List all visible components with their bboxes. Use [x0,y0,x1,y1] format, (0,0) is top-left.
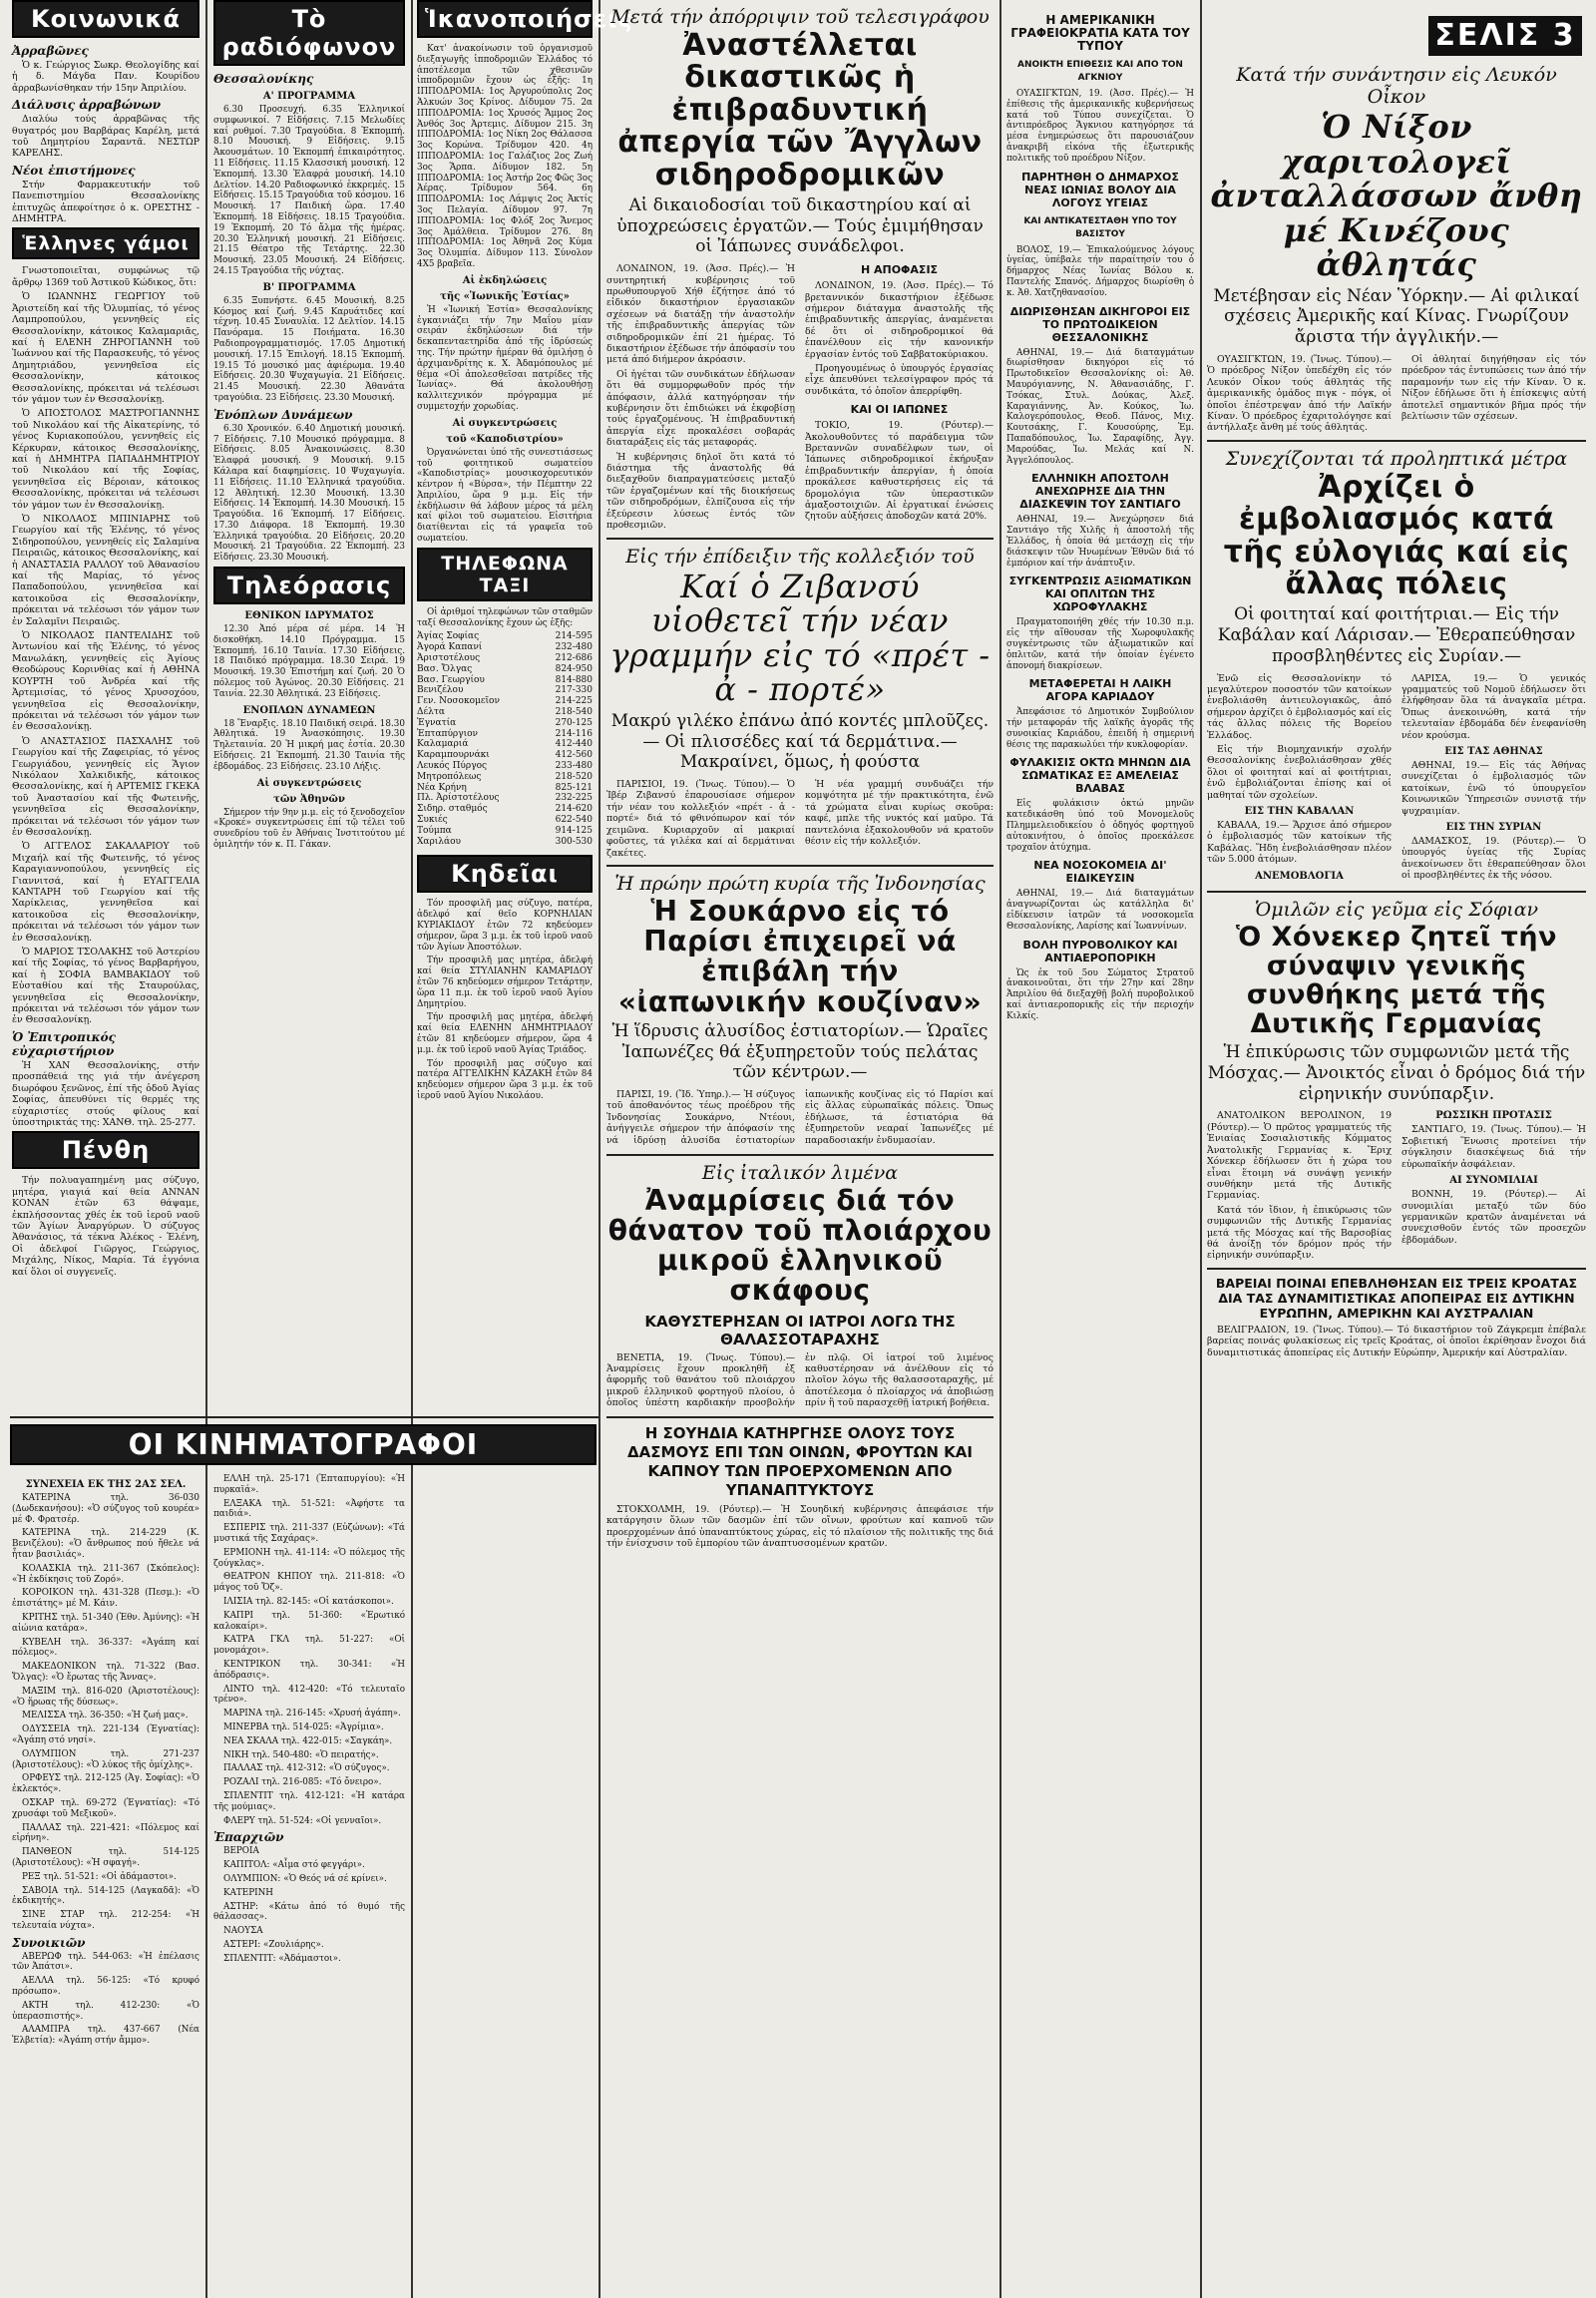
cinema-entry: ΚΕΝΤΡΙΚΟΝ τηλ. 30-341: «Ἡ ἀπόδρασις». [213,1659,405,1681]
taxi-stand-name: Χαριλάου [417,836,461,847]
sentence-head: ΦΥΛΑΚΙΣΙΣ ΟΚΤΩ ΜΗΝΩΝ ΔΙΑ ΣΩΜΑΤΙΚΑΣ ΕΞ ΑΜΕΛΕΙΑΣ ΒΛΑΒΑΣ [1009,756,1191,796]
vaccination-paragraph: Ἐνῶ εἰς Θεσσαλονίκην τό μεγαλύτερον ποσοστόν τῶν κατοίκων ἐνεβολιάσθη ἀντιευλογιακῶς, ἀπό σήμερον ἀρχίζει ὁ ἐμβολιασμός καί εἰς τάς ἄλλας πόλεις τῆς Βορείου Ἑλλάδος. [1207,672,1392,741]
taxi-stand-name: Συκιές [417,815,448,826]
taxi-stand-name: Γεν. Νοσοκομεῖον [417,696,500,707]
syria-text: ΔΑΜΑΣΚΟΣ, 19. (Ρόυτερ).— Ὁ ὑπουργός ὑγείας τῆς Συρίας ἀνεκοίνωσεν ὅτι ἐθεραπεύθησαν ὅλοι οἱ προσβληθέντες ἐκ τῆς νόσου. [1401,836,1586,882]
radio-station: Θεσσαλονίκης [213,72,314,86]
section-divider [10,1416,598,1418]
cinema-list-a [12,1474,200,2298]
banner-weddings: Ἑλληνες γάμοι [12,227,200,259]
cinema-entries [12,1493,200,1932]
taxi-phone-number: 214-595 [555,631,593,642]
section-divider [1207,1268,1586,1270]
cinema-entry: ΚΥΒΕΛΗ τηλ. 36-337: «Ἀγάπη καί πόλεμος». [12,1637,200,1659]
rail-strike-deck: Αἱ δικαιοδοσίαι τοῦ δικαστηρίου καί αἱ ὑποχρεώσεις ἐργατῶν.— Τούς ἐμιμήθησαν οἱ Ἰάπωνες συνάδελφοι. [616,194,984,257]
taxi-phone-row [417,837,593,848]
cinema-entry: ΣΑΒΟΙΑ τηλ. 514-125 (Λαγκαδᾶ): «Ὁ ἐκδικητής». [12,1885,200,1907]
column-rule [411,0,413,2298]
cinema-entry: ΟΡΦΕΥΣ τηλ. 212-125 (Ἀγ. Σοφίας): «Ὁ ἐκλεκτός». [12,1773,200,1795]
taxi-phone-row [417,815,593,826]
russian-proposal-text: ΣΑΝΤΙΑΓΟ, 19. (Ἴνως. Τύπου).— Ἡ Σοβιετική Ἕνωσις προτείνει τήν σύγκλησιν διασκέψεως διά τήν εὐρωπαϊκήν ἀσφάλειαν. [1401,1124,1586,1170]
taxi-stand-name: Τούμπα [417,825,452,836]
larisa-title: ΑΝΕΜΟΒΛΟΓΙΑ [1255,870,1344,882]
grads-title: Νέοι ἐπιστήμονες [12,163,136,178]
athens-text: ΑΘΗΝΑΙ, 19.— Εἰς τάς Ἀθήνας συνεχίζεται ὁ ἐμβολιασμός τῶν κατοίκων, ἐνῶ τό ὑπουργεῖον Κοινωνικῶν Ὑπηρεσιῶν συνιστᾷ τήν ψυχραιμίαν. [1401,759,1586,817]
cinema-entry: ΑΒΕΡΩΦ τηλ. 544-063: «Ἡ ἐπέλασις τῶν Ἀπάτσι». [12,1951,200,1973]
wedding-notice: Ὁ ΝΙΚΟΛΑΟΣ ΠΑΝΤΕΛΙΔΗΣ τοῦ Ἀντωνίου καί τῆς Ἑλένης, τό γένος Μανωλάκη, γεννηθείς εἰς Ἁγίους Θεοδώρους Κορινθίας καί ἡ ΑΘΗΝΑ ΚΟΥΡΤΗ τοῦ Ἀνδρέα καί τῆς Ἀρτεμισίας, τό γένος Χρυσοχόου, γεννηθεῖσα εἰς Θεσσαλονίκην, πρόκειται νά τελέσωσι τόν γάμον των ἐν Θεσσαλονίκῃ. [12,630,200,733]
fashion-paragraph: ΠΑΡΙΣΙΟΙ, 19. (Ἴνως. Τύπου).— Ὁ Ἰβέρ Ζιβανσύ ἐπαρουσίασε σήμερον τήν νέαν του κολλεξιόν «πρέτ - ἀ - πορτέ» διά τό φθινόπωρον καί τόν χειμῶνα. Κυριαρχοῦν αἱ μακριαί φοῦστες, τά γιλέκα καί αἱ δερμάτιναι ζακέτες. [606,779,795,859]
banner-mourning: Πένθη [12,1131,200,1169]
taxi-stand-name: Βασ. Γεωργίου [417,674,485,685]
column-social [12,0,200,1414]
taxi-phone-number: 232-225 [555,793,593,804]
hospitals-head: ΝΕΑ ΝΟΣΟΚΟΜΕΙΑ ΔΙ' ΕΙΔΙΚΕΥΣΙΝ [1033,859,1167,886]
cinema-entry: ΚΑΠΙΤΟΛ: «Αἷμα στό φεγγάρι». [223,1860,365,1871]
cinema-entry: ΟΔΥΣΣΕΙΑ τηλ. 221-134 (Ἐγνατίας): «Ἀγάπη στό νησί». [12,1724,200,1745]
phones-intro: Οἱ ἀριθμοί τηλεφώνων τῶν σταθμῶν ταξί Θεσσαλονίκης ἔχουν ὡς ἑξῆς: [417,606,593,628]
taxi-phone-number: 233-480 [555,761,593,772]
honecker-kicker: Ὁμιλῶν εἰς γεῦμα εἰς Σόφιαν [1254,898,1539,921]
cinema-entry: ΜΑΡΙΝΑ τηλ. 216-145: «Χρυσή ἀγάπη». [223,1709,401,1720]
ionian-text: Ἡ «Ἰωνική Ἑστία» Θεσσαλονίκης ἐγκαινιάζει τήν 7ην Μαΐου μίαν σειράν ἐκδηλώσεων διά τήν δεκαπενταετηρίδα ἀπό τῆς ἱδρύσεώς της. Τήν πρώτην ἡμέραν θά ὁμιλήσῃ ὁ ἀρχιμανδρίτης κ. Χ. Ἀδαμόπουλος μέ θέμα «Οἱ ἀπολεσθεῖσαι πατρίδες τῆς Ἰωνίας». Θά ἀκολουθήσῃ καλλιτεχνικόν πρόγραμμα μέ συμμετοχήν χορωδίας. [417,304,593,412]
taxi-phone-number: 270-125 [555,717,593,728]
meet-text: Ὀργανώνεται ὑπό τῆς συνεστιάσεως τοῦ φοιτητικοῦ σωματείου «Καποδιστρίας» μουσικοχορευτικόν κέντρον ἡ «Βύρσα», τήν Πέμπτην 22 Ἀπριλίου, ὥρα 9 μ.μ. Εἰς τήν ἐκδήλωσιν θά λάβουν μέρος τά μέλη καί φίλοι τοῦ σωματείου. Εἰσιτήρια διατίθενται εἰς τά γραφεῖα τοῦ σωματείου. [417,447,593,545]
cinema-entry: ΦΛΕΡΥ τηλ. 51-524: «Οἱ γενναῖοι». [223,1815,382,1826]
taxi-stand-name: Σιδηρ. σταθμός [417,804,488,815]
taxi-phone-number: 214-620 [555,804,593,815]
taxi-phone-number: 300-530 [555,836,593,847]
santiago-head: ΕΛΛΗΝΙΚΗ ΑΠΟΣΤΟΛΗ ΑΝΕΧΩΡΗΣΕ ΔΙΑ ΤΗΝ ΔΙΑΣΚΕΨΙΝ ΤΟΥ ΣΑΝΤΙΑΓΟ [1019,472,1181,512]
mayor-head: ΠΑΡΗΤΗΘΗ Ο ΔΗΜΑΡΧΟΣ ΝΕΑΣ ΙΩΝΙΑΣ ΒΟΛΟΥ ΔΙΑ ΛΟΓΟΥΣ ΥΓΕΙΑΣ [1021,170,1179,209]
events-sub: τῶν Ἀθηνῶν [273,793,345,805]
indonesia-body [606,1089,994,1148]
column-rule [999,0,1001,2298]
wedding-notice: Ὁ ΑΓΓΕΛΟΣ ΣΑΚΑΛΑΡΙΟΥ τοῦ Μιχαήλ καί τῆς Φωτεινῆς, τό γένος Καραγιαννοπούλου, γεννηθείς εἰς Γιαννιτσά, καί ἡ ΕΥΑΓΓΕΛΙΑ ΚΑΝΤΑΡΗ τοῦ Γεωργίου καί τῆς Χαρίκλειας, γεννηθεῖσα καί κατοικοῦσα εἰς Θεσσαλονίκην, πρόκειται νά τελέσωσι τόν γάμον των ἐν Θεσσαλονίκῃ. [12,841,200,944]
banner-phones: ΤΗΛΕΦΩΝΑ ΤΑΞΙ [417,548,593,601]
tv-yened-title: ΕΝΟΠΛΩΝ ΔΥΝΑΜΕΩΝ [242,704,376,716]
breakup-text: Διαλύω τούς ἀρραβῶνας τῆς θυγατρός μου Βαρβάρας Καρέλη, μετά τοῦ Δημητρίου Σαραντᾶ. ΝΕΣΤΩΡ ΚΑΡΕΛΗΣ. [12,114,200,160]
ionian-title: Αἱ ἐκδηλώσεις [462,274,548,286]
mayor-sub: ΚΑΙ ΑΝΤΙΚΑΤΕΣΤΑΘΗ ΥΠΟ ΤΟΥ ΒΑΣΙΣΤΟΥ [1023,215,1177,239]
funeral-notice: Τόν προσφιλῆ μας σύζυγο καί πατέρα ΑΓΓΕΛΙΚΗΝ ΚΑΖΑΚΗ ἐτῶν 84 κηδεύομεν σήμερον ὥρα 3 μ.μ. ἐκ τοῦ ἱεροῦ ναοῦ Ἁγίου Νικολάου. [417,1058,593,1101]
cinema-banner-wrap [10,1424,597,1468]
engagements-text: Ὁ κ. Γεώργιος Σωκρ. Θεολογίδης καί ἡ δ. Μάγδα Παν. Κουρίδου ἀρραβωνίσθηκαν τήν 15ην Ἀπριλίου. [12,60,200,94]
cinema-entries [12,1952,200,2047]
forces-title: Ἐνόπλων Δυνάμεων [213,407,353,422]
gendarmerie-head: ΣΥΓΚΕΝΤΡΩΣΙΣ ΑΞΙΩΜΑΤΙΚΩΝ ΚΑΙ ΟΠΛΙΤΩΝ ΤΗΣ ΧΩΡΟΦΥΛΑΚΗΣ [1008,574,1192,614]
fashion-paragraph: Ἡ νέα γραμμή συνδυάζει τήν κομψότητα μέ τήν πρακτικότητα, ἐνῶ τά χρώματα εἶναι κυρίως σκοῦρα: καφέ, μπλε τῆς νυκτός καί μαῦρο. Τά παντελόνια ἐξακολουθοῦν νά κρατοῦν θέσιν εἰς τήν κολλεξιόν. [805,779,994,848]
program-b-title: Β' ΠΡΟΓΡΑΜΜΑ [262,281,356,293]
cinema-entry: ΝΑΟΥΣΑ [223,1926,263,1937]
taxi-stand-name: Ἑπταπύργιον [417,728,479,739]
taxi-stand-name: Καραμπουρνάκι [417,750,490,761]
honecker-paragraph: ΑΝΑΤΟΛΙΚΟΝ ΒΕΡΟΛΙΝΟΝ, 19 (Ρόυτερ).— Ὁ πρῶτος γραμματεύς τῆς Ἑνιαίας Σοσιαλιστικῆς Κόμματος Ἀνατολικῆς Γερμανίας κ. Ἔριχ Χόνεκερ ἐδήλωσεν ὅτι ἡ χώρα του εἶναι ἕτοιμη νά συνάψῃ γενικήν συνθήκην μετά τῆς Δυτικῆς Γερμανίας. [1207,1110,1392,1202]
fashion-headline: Καί ὁ Ζιβανσύ υἱοθετεῖ τήν νέαν γραμμήν εἰς τό «πρέτ - ἀ - πορτέ» [609,567,991,709]
talks-text: ΒΟΝΝΗ, 19. (Ρόυτερ).— Αἱ συνομιλίαι μεταξύ τῶν δύο γερμανικῶν κρατῶν ἀναμένεται νά συνεχισθοῦν ἐντός τῶν προσεχῶν ἑβδομάδων. [1401,1189,1586,1246]
tv-eier-text: 12.30 Ἀπό μέρα σέ μέρα. 14 Ἡ δισκοθήκη. 14.10 Πρόγραμμα. 15 Ἐκπομπή. 16.10 Ταινία. 17.30 Εἰδήσεις. 18 Παιδικό πρόγραμμα. 18.30 Σειρά. 19 Μουσική. 19.30 Ἐπιστήμη καί ζωή. 20 Ὁ πόλεμος τοῦ Ἀγώνος. 20.30 Εἰδήσεις. 21 Ταινία. 22.30 Ἀθλητικά. 23 Εἰδήσεις. [213,624,405,699]
column-radio [213,0,405,1414]
taxi-phone-row [417,804,593,815]
cinema-entry: ΘΕΑΤΡΟΝ ΚΗΠΟΥ τηλ. 211-818: «Ὁ μάγος τοῦ Ὄζ». [213,1572,405,1594]
sentence-text: Εἰς φυλάκισιν ὀκτώ μηνῶν κατεδικάσθη ὑπό τοῦ Μονομελοῦς Πλημμελειοδικείου ὁ ὁδηγός φορτηγοῦ αὐτοκινήτου, ὁ ὁποῖος προεκάλεσε τροχαῖον ἀτύχημα. [1006,799,1194,853]
taxi-stand-name: Βασ. Ὄλγας [417,663,473,674]
nixon-paragraph: ΟΥΑΣΙΓΚΤΩΝ, 19. (Ἴνως. Τύπου).— Ὁ πρόεδρος Νίξον ὑπεδέχθη εἰς τόν Λευκόν Οἶκον τούς ἀθλητάς τῆς ἀμερικανικῆς ὁμάδος πιγκ - πόγκ, οἱ ὁποῖοι ἐπέστρεψαν ἀπό τήν Λαϊκήν Κίναν. Ὁ πρόεδρος ἐχαριτολόγησε καί ἀντήλλαξε ἄνθη μέ τούς ἀθλητάς. [1207,353,1392,434]
section-divider [1207,440,1586,442]
cinema-entry: ΣΠΛΕΝΤΙΤ: «Ἀδάμαστοι». [223,1953,341,1964]
cinema-entry: ΕΛΞΑΚΑ τηλ. 51-521: «Ἀφήστε τα παιδιά». [213,1498,405,1520]
taxi-phone-number: 214-116 [555,728,593,739]
taxi-stand-name: Λευκός Πύργος [417,761,488,772]
cinema-entry: ΟΛΥΜΠΙΟΝ τηλ. 271-237 (Ἀριστοτέλους): «Ὁ λύκος τῆς ὁμίχλης». [12,1748,200,1770]
croats-text: ΒΕΛΙΓΡΑΔΙΟΝ, 19. (Ἴνως. Τύπου).— Τό δικαστήριον τοῦ Ζάγκρεμπ ἐπέβαλε βαρείας ποινάς φυλακίσεως εἰς τρεῖς Κροάτας, οἱ ὁποῖοι ἐκρίθησαν ἔνοχοι διά δυναμιτιστικάς ἀποπείρας εἰς Δυτικήν Εὐρώπην, Ἀμερικήν καί Αὐστραλίαν. [1207,1324,1586,1358]
decision-paragraph: ΛΟΝΔΙΝΟΝ, 19. (Ἀσσ. Πρές).— Τό βρεταννικόν δικαστήριον ἐξέδωσε σήμερον διάταγμα ἀναστολῆς τῆς ἐπιβραδυντικῆς ἀπεργίας, ἀναμένεται δέ ὅτι οἱ σιδηροδρομικοί θά ἐπανέλθουν εἰς τήν κανονικήν ἐργασίαν ἐντός τοῦ Σαββατοκύριακου. [805,280,994,360]
croats-headline: ΒΑΡΕΙΑΙ ΠΟΙΝΑΙ ΕΠΕΒΛΗΘΗΣΑΝ ΕΙΣ ΤΡΕΙΣ ΚΡΟΑΤΑΣ ΔΙΑ ΤΑΣ ΔΥΝΑΜΙΤΙΣΤΙΚΑΣ ΑΠΟΠΕΙΡΑΣ ΕΙΣ ΔΥΤΙΚΗΝ ΕΥΡΩΠΗΝ, ΑΜΕΡΙΚΗΝ ΚΑΙ ΑΥΣΤΡΑΛΙΑΝ [1215,1275,1578,1321]
taxi-phone-row [417,642,593,653]
cinema-entries [213,1846,405,1964]
taxi-phone-number: 218-520 [555,771,593,782]
taxi-phone-row [417,631,593,642]
indonesia-headline: Ἡ Σουκάρνο εἰς τό Παρίσι ἐπιχειρεῖ νά ἐπιβάλη τήν «ἰαπωνικήν κουζίναν» [617,894,983,1018]
section-divider [606,1154,994,1156]
funeral-notice: Τόν προσφιλῆ μας σύζυγο, πατέρα, ἀδελφό καί θεῖο ΚΟΡΝΗΛΙΑΝ ΚΥΡΙΑΚΙΔΟΥ ἐτῶν 72 κηδεύομεν σήμερον, ὥρα 3 μ.μ. ἐκ τοῦ ἱεροῦ ναοῦ τῶν Ἁγίων Ἀποστόλων. [417,899,593,953]
meet-title: Αἱ συγκεντρώσεις [452,417,558,429]
ionian-sub: τῆς «Ἰωνικῆς Ἑστίας» [440,290,570,302]
indonesia-deck: Ἡ ἵδρυσις ἁλυσίδος ἑστιατορίων.— Ὡραῖες Ἰαπωνέζες θά ἐξυπηρετοῦν τούς πελάτας τῶν κέντρων.— [611,1020,989,1083]
taxi-phone-number: 622-540 [555,815,593,826]
cinema-entry: ΟΣΚΑΡ τηλ. 69-272 (Ἐγνατίας): «Τό χρυσάφι τοῦ Μεξικοῦ». [12,1797,200,1819]
vaccination-body [1207,673,1586,885]
taxi-phone-number: 217-330 [555,685,593,696]
rail-strike-body [606,263,994,532]
artillery-text: Ὡς ἐκ τοῦ 5ου Σώματος Στρατοῦ ἀνακοινοῦται, ὅτι τήν 27ην καί 28ην Ἀπριλίου θά διεξαχθῇ βολή πυροβολικοῦ καί ἀντιαεροπορικῆς εἰς τήν περιοχήν Κιλκίς. [1006,967,1194,1021]
santiago-text: ΑΘΗΝΑΙ, 19.— Ἀνεχώρησεν διά Σαντιάγο τῆς Χιλῆς ἡ ἀποστολή τῆς Ἑλλάδος, ἡ ὁποία θά μετάσχῃ εἰς τήν διάσκεψιν τῶν Ἡνωμένων Ἐθνῶν διά τό ἐμπόριον καί τήν ἀνάπτυξιν. [1006,515,1194,569]
cinema-entry: ΣΠΛΕΝΤΙΤ τηλ. 412-121: «Ἡ κατάρα τῆς μούμιας». [213,1790,405,1812]
cinema-section-a: ΣΥΝΕΧΕΙΑ ΕΚ ΤΗΣ 2ΑΣ ΣΕΛ. [25,1479,187,1490]
nixon-kicker: Κατά τήν συνάντησιν εἰς Λευκόν Οἶκον [1236,64,1557,108]
italy-text: ΒΕΝΕΤΙΑ, 19. (Ἴνως. Τύπου).— Ἀναμρίσεις ἔχουν προκληθῆ ἐξ ἀφορμῆς τοῦ θανάτου τοῦ πλοιάρχου μικροῦ ἑλληνικοῦ φορτηγοῦ πλοίου, ὁ ὁποῖος ὑπέστη καρδιακήν προσβολήν ἐν πλῷ. Οἱ ἰατροί τοῦ λιμένος καθυστέρησαν νά ἀνέλθουν εἰς τό πλοῖον λόγω τῆς θαλασσοταραχῆς, μέ ἀποτέλεσμα ὁ πλοίαρχος νά ἀποβιώσῃ πρίν ἢ τοῦ παρασχεθῇ ἰατρική βοήθεια. [606,1351,994,1409]
banner-social: Κοινωνικά [12,0,200,38]
market-text: Ἀπεφάσισε τό Δημοτικόν Συμβούλιον τήν μεταφοράν τῆς λαϊκῆς ἀγορᾶς τῆς συνοικίας Καριάδου, ἐπειδή ἡ σημερινή θέσις της παρακωλύει τήν κυκλοφορίαν. [1006,707,1194,750]
market-head: ΜΕΤΑΦΕΡΕΤΑΙ Η ΛΑΙΚΗ ΑΓΟΡΑ ΚΑΡΙΑΔΟΥ [1028,677,1172,704]
cinema-entry: ΚΟΛΑΣΚΙΑ τηλ. 211-367 (Σκόπελος): «Ἡ ἐκδίκησις τοῦ Ζορό». [12,1563,200,1585]
cinema-section-c: Ἐπαρχιῶν [213,1830,284,1845]
cinema-entry: ΠΑΛΛΑΣ τηλ. 221-421: «Πόλεμος καί εἰρήνη». [12,1822,200,1844]
talks-title: ΑΙ ΣΥΝΟΜΙΛΙΑΙ [1449,1175,1538,1187]
fashion-body [606,779,994,859]
russian-proposal-title: ΡΩΣΣΙΚΗ ΠΡΟΤΑΣΙΣ [1435,1110,1552,1122]
cinema-entry: ΑΣΤΗΡ: «Κάτω ἀπό τό θυμό τῆς θάλασσας». [213,1901,405,1923]
taxi-stand-name: Καλαμαριά [417,739,469,750]
artillery-head: ΒΟΛΗ ΠΥΡΟΒΟΛΙΚΟΥ ΚΑΙ ΑΝΤΙΑΕΡΟΠΟΡΙΚΗ [1022,938,1178,964]
forces-text: 6.30 Χρονικόν. 6.40 Δημοτική μουσική. 7 Εἰδήσεις. 7.10 Μουσικό πρόγραμμα. 8 Εἰδήσεις. 8.05 Ἀνακοινώσεις. 8.30 Ἐλαφρά μουσική. 9 Μουσική. 9.15 Κάλαρα καί διαφημίσεις. 10 Ψυχαγωγία. 11 Εἰδήσεις. 11.10 Ἑλληνικά τραγούδια. 12 Ἀθλητική. 12.30 Μουσική. 13.30 Εἰδήσεις. 14 Ἐκπομπή. 14.30 Μουσική. 15 Τραγούδια. 16 Ἐκπομπή. 17 Εἰδήσεις. 17.30 Διάφορα. 18 Ἐκπομπή. 19.30 Ἑλληνικά τραγούδια. 20 Εἰδήσεις. 20.20 Μουσική. 21 Τραγούδια. 22 Ἐκπομπή. 23 Εἰδήσεις. 23.30 Μουσική. [213,423,405,564]
program-a-title: Α' ΠΡΟΓΡΑΜΜΑ [262,91,356,102]
honecker-headline: Ὁ Χόνεκερ ζητεῖ τήν σύναψιν γενικῆς συνθήκης μετά τῆς Δυτικῆς Γερμανίας [1235,921,1558,1040]
taxi-stand-name: Νέα Κρήνη [417,782,467,793]
taxi-stand-name: Βενιζέλου [417,685,464,696]
nixon-headline: Ὁ Νίξον χαριτολογεῖ ἀνταλλάσσων ἄνθη μέ Κινέζους ἀθλητάς [1210,108,1583,284]
thanks-text: Ἡ ΧΑΝ Θεσσαλονίκης, στήν προσπάθειά της γιά τήν ἀνέγερση διωρόφου ξενῶνος, ἐπί τῆς ὁδοῦ Ἀγίας Σοφίας, ἀπευθύνει τίς θερμές της εὐχαριστίες στούς φίλους καί ὑποστηρικτάς της: ΧΑΝΘ. τηλ. 25-277. [12,1059,200,1128]
vaccination-paragraph: Εἰς τήν Βιομηχανικήν σχολήν Θεσσαλονίκης ἐνεβολιάσθησαν χθές ὅλοι οἱ φοιτηταί καί αἱ φοιτήτριαι, ἐνῶ ἐμβολιάζονται ἐπίσης καί οἱ μαθηταί τῶν σχολείων. [1207,743,1392,801]
taxi-stand-name: Ἁγίας Σοφίας [417,631,480,642]
cinema-entry: ΡΟΖΑΛΙ τηλ. 216-085: «Τό ὄνειρο». [223,1777,382,1788]
program-a-text: 6.30 Προσευχή. 6.35 Ἑλληνικοί συμφωνικοί. 7 Εἰδήσεις. 7.15 Μελωδίες καί ρυθμοί. 7.30 Τραγούδια. 8 Ἐκπομπή. 8.10 Μουσική. 9 Εἰδήσεις. 9.15 Ἀκουσμάτων. 10 Ἐκπομπή ἐπικαιρότητος. 11 Εἰδήσεις. 11.15 Κλασσική μουσική. 12 Ἐκπομπή. 13.30 Ἐλαφρά μουσική. 14.10 Δελτίον. 14.20 Ραδιοφωνικό ἐκκρεμές. 15 Εἰδήσεις. 15.15 Τραγούδια τοῦ κόσμου. 16 Μουσική. 17 Παιδική ὥρα. 17.40 Ἐκπομπή. 18 Εἰδήσεις. 18.15 Τραγούδια. 19 Ἐκπομπή. 20 Τό ἄλμα τῆς ἡμέρας. 20.30 Ἑλληνική μουσική. 21 Εἰδήσεις. 21.15 Θέατρο τῆς Τετάρτης. 22.30 Μουσική. 23.05 Μουσική. 24 Εἰδήσεις. 24.15 Τραγούδια τῆς νύχτας. [213,105,405,276]
taxi-phone-row [417,707,593,718]
cinema-entry: ΜΕΛΙΣΣΑ τηλ. 36-350: «Ἡ ζωή μας». [22,1711,189,1722]
cinema-entry: ΑΣΤΕΡΙ: «Ζουλιάρης». [223,1939,324,1950]
breakup-title: Διάλυσις ἀρραβώνων [12,98,162,113]
rail-strike-paragraph: ΛΟΝΔΙΝΟΝ, 19. (Ἀσσ. Πρές).— Ἡ συντηρητική κυβέρνησις τοῦ πρωθυπουργοῦ Χήθ ἐζήτησε ἀπό τό εἰδικόν δικαστήριον ἐργασιακῶν σχέσεων νά διατάξῃ τήν ἀναστολήν τῆς ἐπιβραδυντικῆς ἀπεργίας τῶν σιδηροδρομικῶν ἐπί 21 ἡμέρας. Τό δικαστήριον ἐξέδωσε τήν ἀπόφασίν του μετά ἀπό διήμερον ἀκρόασιν. [606,263,796,366]
cinema-entry: ΙΛΙΣΙΑ τηλ. 82-145: «Οἱ κατάσκοποι». [223,1596,394,1607]
phones-list [417,631,593,847]
column-races [417,0,633,1414]
taxi-phone-number: 412-560 [555,750,593,761]
taxi-phone-row [417,718,593,729]
rail-strike-headline: Ἀναστέλλεται δικαστικῶς ἡ ἐπιβραδυντική ἀπεργία τῶν Ἄγγλων σιδηροδρομικῶν [617,28,983,192]
taxi-stand-name: Ἀριστοτέλους [417,653,481,664]
column-rule [1200,0,1202,2298]
decision-paragraph: Προηγουμένως ὁ ὑπουργός ἐργασίας εἶχε ἀπευθύνει τελεσίγραφον πρός τά συνδικάτα, τό ὁποῖον ἀπερρίφθη. [805,363,994,397]
banner-tv: Τηλεόρασις [213,567,405,604]
tv-yened-text: 18 Ἔναρξις. 18.10 Παιδική σειρά. 18.30 Ἀθλητικά. 19 Ἀνασκόπησις. 19.30 Τηλεταινία. 20 Ἡ μικρή μας ἑστία. 20.30 Εἰδήσεις. 21 Ἐκπομπή. 21.30 Ταινία τῆς ἑβδομάδος. 23 Εἰδήσεις. 23.10 Λήξις. [213,718,405,772]
weddings-intro: Γνωστοποιεῖται, συμφώνως τῷ ἄρθρῳ 1369 τοῦ Ἀστικοῦ Κώδικος, ὅτι: [12,265,200,288]
larisa-text: ΛΑΡΙΣΑ, 19.— Ὁ γενικός γραμματεύς τοῦ Νομοῦ ἐδήλωσεν ὅτι ἐλήφθησαν ὅλα τά ἀναγκαῖα μέτρα. Ὅπως ἀνεκοινώθη, κατά τήν τελευταίαν ἑβδομάδα δέν ἐνεφανίσθη νέον κρούσμα. [1401,672,1586,741]
cinema-section-b: Συνοικιῶν [12,1935,86,1950]
cinema-entry: ΠΑΝΘΕΟΝ τηλ. 514-125 (Ἀριστοτέλους): «Ἡ σφαγή». [12,1847,200,1868]
kavala-title: ΕΙΣ ΤΗΝ ΚΑΒΑΛΑΝ [1244,806,1355,818]
taxi-phone-row [417,826,593,837]
wedding-notice: Ὁ ΝΙΚΟΛΑΟΣ ΜΠΙΝΙΑΡΗΣ τοῦ Γεωργίου καί τῆς Ἑλένης, τό γένος Σιδηροπούλου, γεννηθείς εἰς Σαλαμίνα Πειραιῶς, κάτοικος Θεσσαλονίκης, καί ἡ ΑΝΑΣΤΑΣΙΑ ΡΑΛΛΟΥ τοῦ Ἀθανασίου καί τῆς Μαρίας, τό γένος Παπαδοπούλου, γεννηθεῖσα καί κατοικοῦσα εἰς Θεσσαλονίκην, πρόκειται νά τελέσωσι τόν γάμον των ἐν Σαλαμῖνι Πειραιῶς. [12,514,200,627]
bureaucracy-subhead: ΑΝΟΙΚΤΗ ΕΠΙΘΕΣΙΣ ΚΑΙ ΑΠΟ ΤΟΝ ΑΓΚΝΙΟΥ [1017,60,1183,83]
wedding-notice: Ὁ ΜΑΡΙΟΣ ΤΣΟΛΑΚΗΣ τοῦ Ἀστερίου καί τῆς Σοφίας, τό γένος Βαρβαρήγου, καί ἡ ΣΟΦΙΑ ΒΑΜΒΑΚΙΔΟΥ τοῦ Εὐσταθίου καί τῆς Σταυρούλας, γεννηθεῖσα εἰς Θεσσαλονίκην, πρόκειται νά τελέσωσι τόν γάμον των ἐν Θεσσαλονίκῃ. [12,947,200,1026]
taxi-phone-number: 232-480 [555,642,593,653]
cinema-entry: ΚΑΠΡΙ τηλ. 51-360: «Ἐρωτικό καλοκαίρι». [213,1610,405,1632]
taxi-phone-row [417,739,593,750]
taxi-phone-number: 212-686 [555,653,593,664]
banner-cinema: ΟΙ ΚΙΝΗΜΑΤΟΓΡΑΦΟΙ [10,1424,597,1465]
cinema-entry: ΕΣΠΕΡΙΣ τηλ. 211-337 (Εὐζώνων): «Τά μυστικά τῆς Σαχάρας». [213,1523,405,1544]
taxi-phone-number: 824-950 [555,663,593,674]
hospitals-text: ΑΘΗΝΑΙ, 19.— Διά διαταγμάτων ἀναγνωρίζονται ὡς κατάλληλα δι' εἰδίκευσιν ἰατρῶν τά νοσοκομεῖα Θεσσαλονίκης, Λαρίσης καί Ἰωαννίνων. [1006,889,1194,932]
taxi-stand-name: Πλ. Ἀρίστοτέλους [417,793,500,804]
taxi-phone-row [417,772,593,783]
cinema-entry: ΚΑΤΡΑ ΓΚΛ τηλ. 51-227: «Οἱ μονομάχοι». [213,1635,405,1657]
events-text: Σήμερον τήν 9ην μ.μ. εἰς τό ξενοδοχεῖον «Κροκέ» συγκεντρώσεις ἐπί τῷ τέλει τοῦ συνεδρίου τοῦ ἐν Ἀθήναις Ἰνστιτούτου μέ ὁμιλητήν τόν κ. Π. Γάκαν. [213,807,405,851]
taxi-phone-row [417,685,593,696]
vaccination-kicker: Συνεχίζονται τά προληπτικά μέτρα [1225,447,1568,470]
rail-strike-paragraph: Ἡ κυβέρνησις δηλοῖ ὅτι κατά τό διάστημα τῆς ἀναστολῆς θά διεξαχθοῦν διαπραγματεύσεις μεταξύ τῶν ἐργαζομένων καί τῆς διοικήσεως τῶν σιδηροδρόμων, ἐλπίζουσα εἰς τήν ἐξεύρεσιν λύσεως ἐντός τῶν προθεσμιῶν. [606,451,795,532]
japan-title: ΚΑΙ ΟΙ ΙΑΠΩΝΕΣ [850,403,949,417]
events-title: Αἱ συγκεντρώσεις [256,777,362,789]
cinema-entry: ΚΑΤΕΡΙΝΑ τηλ. 214-229 (Κ. Βενιζέλου): «Ὁ ἄνθρωπος πού ἤθελε νά ἦταν βασιλιάς». [12,1528,200,1560]
taxi-phone-row [417,729,593,740]
races-text: Κατ' ἀνακοίνωσιν τοῦ ὀργανισμοῦ διεξαγωγῆς ἱπποδρομιῶν Ἑλλάδος τό ἀποτέλεσμα τῶν χθεσινῶν ἱπποδρομιῶν ἔχουν ὡς ἑξῆς: 1η ΙΠΠΟΔΡΟΜΙΑ: 1ος Ἀργυρούπολις 2ος Ἀλκυών 3ος Κρίνος. Δίδυμον 75. 2α ΙΠΠΟΔΡΟΜΙΑ: 1ος Χρυσός Ἄμμος 2ος Ἀνθός 3ος Ἀρτεμις. Δίδυμον 215. 3η ΙΠΠΟΔΡΟΜΙΑ: 1ος Νίκη 2ος Θάλασσα 3ος Κορώνα. Τρίδυμον 420. 4η ΙΠΠΟΔΡΟΜΙΑ: 1ος Γαλάζιος 2ος Ζωή 3ος Ἅρπα. Δίδυμον 182. 5η ΙΠΠΟΔΡΟΜΙΑ: 1ος Ἀστήρ 2ος Φῶς 3ος Ἀέρας. Τρίδυμον 564. 6η ΙΠΠΟΔΡΟΜΙΑ: 1ος Λάμψις 2ος Ἀκτίς 3ος Πελαγία. Δίδυμον 97. 7η ΙΠΠΟΔΡΟΜΙΑ: 1ος Φλόξ 2ος Ἄνεμος 3ος Ἀμάλθεια. Τρίδυμον 276. 8η ΙΠΠΟΔΡΟΜΙΑ: 1ος Ἀθηνᾶ 2ος Κύμα 3ος Ὀλυμπία. Δίδυμον 113. Σύνολον 4Χ5 βραβεῖα. [417,44,593,269]
vaccination-deck: Οἱ φοιτηταί καί φοιτήτριαι.— Εἰς τήν Καβάλαν καί Λάρισαν.— Ἐθεραπεύθησαν προσβληθέντες εἰς Συρίαν.— [1217,604,1576,666]
cinema-entry: ΝΕΑ ΣΚΑΛΑ τηλ. 422-015: «Σαγκάη». [223,1735,393,1746]
lawyers-text: ΑΘΗΝΑΙ, 19.— Διά διαταγμάτων διωρίσθησαν δικηγόροι εἰς τό Πρωτοδικεῖον Θεσσαλονίκης οἱ: Ἀθ. Μαυρόγιαννης, Ν. Ἀθανασιάδης, Γ. Τσόκας, Στυλ. Δούκας, Ἀλεξ. Καραγιάννης, Ἀν. Κούκος, Ἰω. Καλογερόπουλος, Θεοδ. Πάνος, Μιχ. Κουτσάκης, Γ. Κουσούρης, Ἐμ. Παπαδόπουλος, Ἰω. Σαραφίδης, Ἀγγ. Μαρούδας, Ἰω. Μελάς καί Ν. Ἀγγελόπουλος. [1006,347,1194,466]
syria-title: ΕΙΣ ΤΗΝ ΣΥΡΙΑΝ [1445,822,1542,834]
section-divider [606,538,994,540]
rail-strike-kicker: Μετά τήν ἀπόρριψιν τοῦ τελεσιγράφου [610,6,990,28]
banner-races: Ἱκανοποιήσεις [417,0,593,38]
taxi-phone-row [417,696,593,707]
column-right [1207,62,1586,2298]
section-divider [606,865,994,867]
italy-deck: ΚΑΘΥΣΤΕΡΗΣΑΝ ΟΙ ΙΑΤΡΟΙ ΛΟΓΩ ΤΗΣ ΘΑΛΑΣΣΟΤΑΡΑΧΗΣ [644,1312,956,1348]
cinema-entry: ΚΑΤΕΡΙΝΑ τηλ. 36-030 (Δωδεκανήσου): «Ὁ σύζυγος τοῦ κουρέα» μέ Φ. Φρατσέρ. [12,1493,200,1525]
taxi-stand-name: Μητροπόλεως [417,771,482,782]
wedding-notice: Ὁ ΑΝΑΣΤΑΣΙΟΣ ΠΑΣΧΑΛΗΣ τοῦ Γεωργίου καί τῆς Ζαφειρίας, τό γένος Γεωργιάδου, γεννηθείς εἰς Ἅγιον Νικόλαον Χαλκιδικῆς, κάτοικος Θεσσαλονίκης, καί ἡ ΑΡΤΕΜΙΣ ΓΚΕΚΑ τοῦ Ἀναστασίου καί τῆς Φωτεινῆς, γεννηθεῖσα εἰς Θεσσαλονίκην, πρόκειται νά τελέσωσι τόν γάμον των ἐν Θεσσαλονίκῃ. [12,735,200,838]
taxi-phone-row [417,750,593,761]
column-center [606,0,994,2298]
taxi-phone-row [417,783,593,794]
cinema-entry: ΜΑΚΕΔΟΝΙΚΟΝ τηλ. 71-322 (Βασ. Ὄλγας): «Ὁ ἔρωτας τῆς Ἄννας». [12,1662,200,1683]
cinema-entry: ΑΛΑΜΠΡΑ τηλ. 437-667 (Νέα Ἐλβετία): «Ἀγάπη στήν ἄμμο». [12,2025,200,2047]
column-rule [205,0,207,2298]
wedding-notice: Ὁ ΙΩΑΝΝΗΣ ΓΕΩΡΓΙΟΥ τοῦ Ἀριστείδη καί τῆς Ὀλυμπίας, τό γένος Λαμπροπούλου, γεννηθείς εἰς Θεσσαλονίκην, κάτοικος Καλαμαριᾶς, καί ἡ ΕΛΕΝΗ ΖΗΡΟΓΙΑΝΝΗ τοῦ Ἰωάννου καί τῆς Παρασκευῆς, τό γένος Δημητριάδου, γεννηθεῖσα εἰς Θεσσαλονίκην, κάτοικος Θεσσαλονίκης, πρόκειται νά τελέσωσι τόν γάμον των ἐν Θεσσαλονίκῃ. [12,291,200,405]
indonesia-kicker: Ἡ πρώην πρώτη κυρία τῆς Ἰνδονησίας [614,872,986,895]
nixon-paragraph: Οἱ ἀθληταί διηγήθησαν εἰς τόν πρόεδρον τάς ἐντυπώσεις των ἀπό τήν παραμονήν των εἰς τήν Κίναν. Ὁ κ. Νίξον ἐδήλωσε ὅτι ἡ ἐπίσκεψις αὐτή ἀποτελεῖ σημαντικόν βῆμα πρός τήν βελτίωσιν τῶν σχέσεων. [1401,353,1586,422]
sweden-text: ΣΤΟΚΧΟΛΜΗ, 19. (Ρόυτερ).— Ἡ Σουηδική κυβέρνησις ἀπεφάσισε τήν κατάργησιν ὅλων τῶν δασμῶν ἐπί τῶν οἴνων, φρούτων καί καπνοῦ τῶν προερχομένων ἀπό ὑπαναπτύκτους χώρας, εἰς τό πλαίσιον τῆς πολιτικῆς της διά τήν ἐνίσχυσιν τοῦ ἐμπορίου τῶν ἀναπτυσσομένων κρατῶν. [606,1504,994,1550]
taxi-phone-number: 914-125 [555,825,593,836]
rail-strike-paragraph: Οἱ ἡγέται τῶν συνδικάτων ἐδήλωσαν ὅτι θά συμμορφωθοῦν πρός τήν ἀπόφασιν, ἀλλά κατηγόρησαν τήν κυβέρνησιν ὅτι ἐπιδιώκει νά ἐκφοβίσῃ τούς ἐργαζομένους. Ἡ ἐπιβραδυντική ἀπεργία εἶχε προκαλέσει σοβαράς διαταράξεις εἰς τάς μεταφοράς. [606,368,795,449]
cinema-entry: ΠΑΛΛΑΣ τηλ. 412-312: «Ὁ σύζυγος». [223,1763,390,1774]
page-number-logo: ΣΕΛΙΣ 3 [1428,16,1582,56]
thanks-title: Ὁ Ἐπιτροπικός εὐχαριστήριον [12,1029,116,1058]
cinema-entry: ΚΑΤΕΡΙΝΗ [223,1887,273,1898]
cinema-entries [213,1474,405,1826]
taxi-phone-row [417,675,593,686]
banner-funeral: Κηδεῖαι [417,855,593,893]
taxi-stand-name: Ἀγορά Καπανί [417,642,483,653]
funeral-notice: Τήν προσφιλῆ μας μητέρα, ἀδελφή καί θεία ΕΛΕΝΗΝ ΔΗΜΗΤΡΙΑΔΟΥ ἐτῶν 81 κηδεύομεν σήμερον, ὥρα 4 μ.μ. ἐκ τοῦ ἱεροῦ ναοῦ Ἁγίας Τριάδος. [417,1012,593,1055]
honecker-body [1207,1110,1586,1261]
bureaucracy-text: ΟΥΑΣΙΓΚΤΩΝ, 19. (Ἀσσ. Πρές).— Ἡ ἐπίθεσις τῆς ἀμερικανικῆς κυβερνήσεως κατά τοῦ Τύπου συνεχίζεται. Ὁ ἀντιπρόεδρος Ἄγκνιου κατηγόρησε τά μέσα ἐνημερώσεως ὅτι παρουσιάζουν ἀνακριβῆ εἰκόνα τῆς ἐξωτερικῆς πολιτικῆς τοῦ προέδρου Νίξον. [1006,89,1194,164]
italy-kicker: Εἰς ἰταλικόν λιμένα [701,1161,899,1184]
taxi-phone-number: 214-225 [555,696,593,707]
cinema-entry: ΛΙΝΤΟ τηλ. 412-420: «Τό τελευταῖο τρένο». [213,1684,405,1706]
banner-radio: Τὸ ραδιόφωνον [213,0,405,66]
japan-text: ΤΟΚΙΟ, 19. (Ρόυτερ).— Ἀκολουθοῦντες τό παράδειγμα τῶν Βρεταννῶν συναδέλφων των, οἱ Ἰάπωνες σιδηροδρομικοί ἐκήρυξαν ἐπιβραδυντικήν ἀπεργίαν, ἡ ὁποία προκάλεσε καθυστερήσεις εἰς τά δρομολόγια τῶν ὑπεραστικῶν ἀμαξοστοιχιῶν. Αἱ ἐργατικαί ἑνώσεις ζητοῦν αὐξήσεις ἀποδοχῶν κατά 20%. [805,420,994,523]
section-divider [606,1416,994,1418]
wedding-notice: Ὁ ΑΠΟΣΤΟΛΟΣ ΜΑΣΤΡΟΓΙΑΝΝΗΣ τοῦ Νικολάου καί τῆς Αἰκατερίνης, τό γένος Κυριακοπούλου, γεννηθείς εἰς Κέρκυραν, κάτοικος Θεσσαλονίκης, καί ἡ ΔΗΜΗΤΡΑ ΠΑΠΑΔΗΜΗΤΡΙΟΥ τοῦ Νικολάου καί τῆς Σοφίας, γεννηθεῖσα εἰς Βέροιαν, κάτοικος Θεσσαλονίκης, πρόκειται νά τελέσωσι τόν γάμον των ἐν Θεσσαλονίκῃ. [12,408,200,511]
cinema-entry: ΜΙΝΕΡΒΑ τηλ. 514-025: «Ἀγρίμια». [223,1722,384,1732]
cinema-entry: ΑΚΤΗ τηλ. 412-230: «Ὁ ὑπερασπιστής». [12,2000,200,2022]
vaccination-headline: Ἀρχίζει ὁ ἐμβολιασμός κατά τῆς εὐλογιάς καί εἰς ἄλλας πόλεις [1223,469,1570,601]
italy-body [606,1352,994,1411]
nixon-body [1207,354,1586,434]
tv-eier-title: ΕΘΝΙΚΟΝ ΙΔΡΥΜΑΤΟΣ [244,610,374,622]
cinema-entry: ΕΛΛΗ τηλ. 25-171 (Ἐπταπυργίου): «Ἡ πυρκαϊά». [213,1474,405,1495]
sweden-headline: Η ΣΟΥΗΔΙΑ ΚΑΤΗΡΓΗΣΕ ΟΛΟΥΣ ΤΟΥΣ ΔΑΣΜΟΥΣ ΕΠΙ ΤΩΝ ΟΙΝΩΝ, ΦΡΟΥΤΩΝ ΚΑΙ ΚΑΠΝΟΥ ΤΩΝ ΠΡΟΕΡΧΟΜΕΝΩΝ ΑΠΟ ΥΠΑΝΑΠΤΥΚΤΟΥΣ [627,1424,973,1500]
italy-headline: Ἀναμρίσεις διά τόν θάνατον τοῦ πλοιάρχου μικροῦ ἑλληνικοῦ σκάφους [607,1183,993,1308]
decision-title: Η ΑΠΟΦΑΣΙΣ [860,263,939,277]
cinema-entry: ΜΑΞΙΜ τηλ. 816-020 (Ἀριστοτέλους): «Ὁ ἥρωας τῆς δύσεως». [12,1686,200,1708]
meet-sub: τοῦ «Καποδιστρίου» [446,433,564,445]
taxi-phone-row [417,793,593,804]
grads-text: Στήν Φαρμακευτικήν τοῦ Πανεπιστημίου Θεσσαλονίκης ἐπιτυχῶς ἀπεφοίτησε ὁ κ. ΟΡΕΣΤΗΣ - ΔΗΜΗΤΡΑ. [12,179,200,225]
taxi-phone-number: 825-121 [555,782,593,793]
nixon-deck: Μετέβησαν εἰς Νέαν Ὑόρκην.— Αἱ φιλικαί σχέσεις Ἀμερικῆς καί Κίνας. Γνωρίζουν ἄριστα τήν ἀγγλικήν.— [1213,285,1580,348]
funeral-notice: Τήν προσφιλῆ μας μητέρα, ἀδελφή καί θεία ΣΤΥΛΙΑΝΗΝ ΚΑΜΑΡΙΔΟΥ ἐτῶν 76 κηδεύομεν σήμερον Τετάρτην, ὥρα 11 π.μ. ἐκ τοῦ ἱεροῦ ναοῦ Ἁγίου Δημητρίου. [417,956,593,1009]
gendarmerie-text: Πραγματοποιήθη χθές τήν 10.30 π.μ. εἰς τήν αἴθουσαν τῆς Χωροφυλακῆς συγκέντρωσις τῶν ἀξιωματικῶν καί ὁπλιτῶν, κατά τήν ὁποίαν ἐγένετο ἀπονομή διακρίσεων. [1006,617,1194,671]
cinema-entry: ΟΛΥΜΠΙΟΝ: «Ὁ Θεός νά σέ κρίνει». [223,1873,387,1884]
indonesia-text: ΠΑΡΙΣΙ, 19. (Ἴδ. Ὑπηρ.).— Ἡ σύζυγος τοῦ ἀποθανόντος τέως προέδρου τῆς Ἰνδονησίας Σουκάρνο, Ντέουι, ἀνήγγειλε σήμερον τήν ἀπόφασίν της νά ἱδρύσῃ ἁλυσίδα ἑστιατορίων ἰαπωνικῆς κουζίνας εἰς τό Παρίσι καί εἰς ἄλλας εὐρωπαϊκάς πόλεις. Ὅπως ἐδήλωσε, τά ἑστιατόρια θά ἐξυπηρετοῦν νεαραί Ἰαπωνέζες μέ παραδοσιακήν ἐνδυμασίαν. [606,1089,994,1146]
section-divider [1207,891,1586,893]
taxi-stand-name: Δέλτα [417,707,445,718]
mourning-text: Τήν πολυαγαπημένη μας σύζυγο, μητέρα, γιαγιά καί θεία ΑΝΝΑΝ ΚΟΝΑΝ ἐτῶν 63 θάψαμε, ἐκπλήσσοντας χθές ἐκ τοῦ ἱεροῦ ναοῦ τῶν Ἁγίων Ἀναργύρων. Ὁ σύζυγος Ἀθανάσιος, τά τέκνα Ἀλέκος - Ἑλένη, Οἱ ἀδελφοί Γιῶργος, Γεώργιος, Μιχάλης, Νίκος, Μαρία. Τά ἐγγόνια καί ὅλοι οἱ συγγενεῖς. [12,1175,200,1278]
taxi-stand-name: Ἐγνατία [417,717,457,728]
cinema-entry: ΚΡΙΤΗΣ τηλ. 51-340 (Ἐθν. Ἀμύνης): «Ἡ αἰώνια κατάρα». [12,1612,200,1634]
cinema-entry: ΑΕΛΛΑ τηλ. 56-125: «Τό κρυφό πρόσωπο». [12,1976,200,1998]
cinema-list-c [213,1474,405,2298]
cinema-entry: ΕΡΜΙΟΝΗ τηλ. 41-114: «Ὁ πόλεμος τῆς ζούγκλας». [213,1547,405,1569]
taxi-phone-number: 218-540 [555,707,593,718]
taxi-phone-row [417,761,593,772]
taxi-phone-row [417,664,593,675]
fashion-deck: Μακρύ γιλέκο ἐπάνω ἀπό κοντές μπλοῦζες.— Οἱ πλισσέδες καί τά δερμάτινα.— Μακραίνει, ὅμως, ἡ φούστα [610,710,990,773]
honecker-deck: Ἡ ἐπικύρωσις τῶν συμφωνιῶν μετά τῆς Μόσχας.— Ἀνοικτός εἶναι ὁ δρόμος διά τήν εἰρηνικήν συνύπαρξιν. [1207,1042,1586,1104]
mayor-text: ΒΟΛΟΣ, 19.— Ἐπικαλούμενος λόγους ὑγείας, ὑπέβαλε τήν παραίτησίν του ὁ δήμαρχος Νέας Ἰωνίας Βόλου κ. Παντελής Σπανός. Δήμαρχος διωρίσθη ὁ κ. Ἀθ. Χατζηθανασίου. [1006,244,1194,298]
cinema-entry: ΒΕΡΟΙΑ [223,1846,259,1857]
cinema-entry: ΝΙΚΗ τηλ. 540-480: «Ὁ πειρατής». [223,1749,379,1760]
engagements-title: Ἀρραβῶνες [12,44,89,58]
honecker-paragraph: Κατά τόν ἴδιον, ἡ ἐπικύρωσις τῶν συμφωνιῶν τῆς Δυτικῆς Γερμανίας μετά τῆς Μόσχας καί τῆς Βαρσοβίας θά ἀνοίξῃ τόν δρόμον πρός τήν εἰρηνικήν συνύπαρξιν. [1207,1204,1392,1262]
athens-title: ΕΙΣ ΤΑΣ ΑΘΗΝΑΣ [1444,745,1543,757]
kavala-text: ΚΑΒΑΛΑ, 19.— Ἄρχισε ἀπό σήμερον ὁ ἐμβολιασμός τῶν κατοίκων τῆς Καβάλας. Ἤδη ἐνεβολιάσθησαν πλέον τῶν 5.000 ἀτόμων. [1207,820,1392,866]
cinema-entry: ΚΟΡΟΙΚΟΝ τηλ. 431-328 (Πεσμ.): «Ὁ ἐπιστάτης» μέ Μ. Κάιν. [12,1588,200,1610]
taxi-phone-row [417,653,593,664]
cinema-entry: ΡΕΞ τηλ. 51-521: «Οἱ ἀδάμαστοι». [22,1871,177,1882]
program-b-text: 6.35 Ξυπνήστε. 6.45 Μουσική. 8.25 Κόσμος καί ζωή. 9.45 Καρυάτιδες καί τέχνη. 10.45 Συναυλία. 12 Δελτίον. 14.15 Πανόραμα. 15 Ποιήματα. 16.30 Ραδιοπρογραμματισμός. 17.05 Δημοτική μουσική. 17.15 Ἐπιλογή. 18.15 Ἐκπομπή. 19.15 Τό μουσικό μας ἀφιέρωμα. 19.40 Εἰδήσεις. 20.30 Ψυχαγωγία. 21 Εἰδήσεις. 21.45 Μουσική. 22.30 Ἀθανάτα τραγούδια. 23 Εἰδήσεις. 23.30 Μουσική. [213,295,405,403]
cinema-entry: ΣΙΝΕ ΣΤΑΡ τηλ. 212-254: «Ἡ τελευταία νύχτα». [12,1910,200,1931]
taxi-phone-number: 412-440 [555,739,593,750]
bureaucracy-head: Η ΑΜΕΡΙΚΑΝΙΚΗ ΓΡΑΦΕΙΟΚΡΑΤΙΑ ΚΑΤΑ ΤΟΥ ΤΥΠΟΥ [1010,13,1190,53]
column-rule [598,0,600,2298]
lawyers-head: ΔΙΩΡΙΣΘΗΣΑΝ ΔΙΚΗΓΟΡΟΙ ΕΙΣ ΤΟ ΠΡΩΤΟΔΙΚΕΙΟΝ ΘΕΣΣΑΛΟΝΙΚΗΣ [1009,304,1191,344]
fashion-kicker: Εἰς τήν ἐπίδειξιν τῆς κολλεξιόν τοῦ [625,545,975,568]
taxi-phone-number: 814-880 [555,674,593,685]
column-briefs [1006,0,1194,2298]
